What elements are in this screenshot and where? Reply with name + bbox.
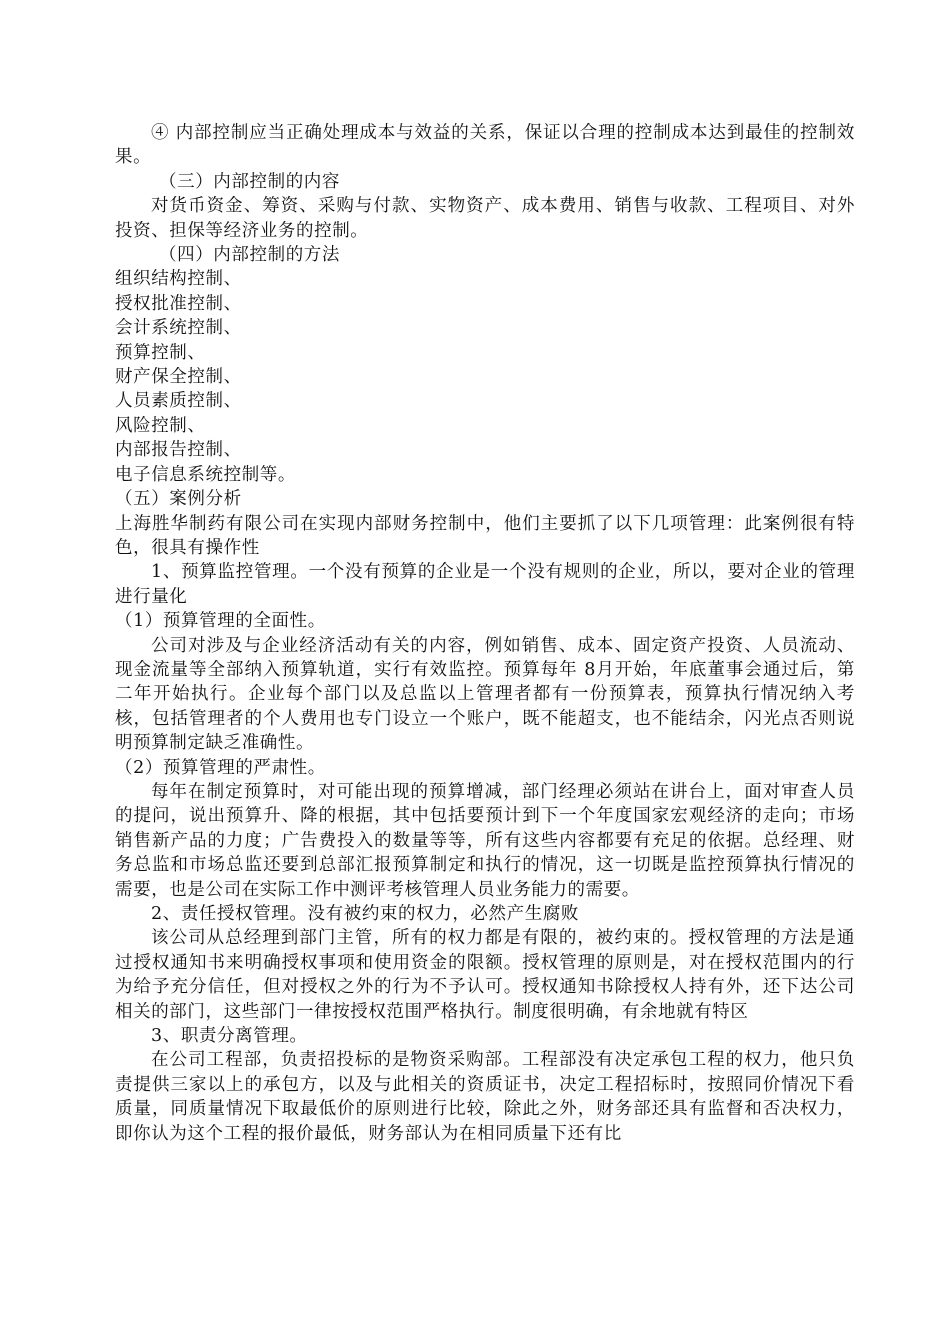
paragraph-authorization: 2、责任授权管理。没有被约束的权力，必然产生腐败 — [151, 904, 580, 924]
paragraph-separation-detail: 在公司工程部，负责招投标的是物资采购部。工程部没有决定承包工程的权力，他只负责提供三家以上的承包方，以及与此相关的资质证书，决定工程招标时，按照同价情况下看质量，同质量情况下取最低价的原则进行比较，除此之外，财务部还具有监督和否决权力，即你认为这个工程的报价最低，财务部认为在相同质量下还有比 — [115, 1050, 855, 1144]
method-item: 人员素质控制、 — [115, 391, 242, 412]
paragraph-budget-strict: 每年在制定预算时，对可能出现的预算增减，部门经理必须站在讲台上，面对审查人员的提问，说出预算升、降的根据，其中包括要预计到下一个年度国家宏观经济的走向；市场销售新产品的力度；广告费投入的数量等等，所有这些内容都要有充足的依据。总经理、财务总监和市场总监还要到总部汇报预算制定和执行的情况，这一切既是监控预算执行情况的需要，也是公司在实际工作中测评考核管理人员业务能力的需要。 — [115, 781, 855, 900]
document-body — [115, 121, 855, 1146]
method-item: 内部报告控制、 — [115, 440, 242, 461]
method-item: 组织结构控制、 — [115, 269, 242, 290]
method-item: 预算控制、 — [115, 342, 206, 363]
paragraph-case-intro: 上海胜华制药有限公司在实现内部财务控制中，他们主要抓了以下几项管理：此案例很有特色，很具有操作性 — [115, 513, 855, 558]
heading-case-analysis: （五）案例分析 — [115, 489, 242, 510]
heading-control-content: （三）内部控制的内容 — [159, 171, 340, 192]
paragraph-control-content: 对货币资金、筹资、采购与付款、实物资产、成本费用、销售与收款、工程项目、对外投资、担保等经济业务的控制。 — [115, 196, 855, 241]
method-item: 会计系统控制、 — [115, 318, 242, 339]
heading-control-methods: （四）内部控制的方法 — [159, 245, 340, 266]
paragraph-principle-4: ④ 内部控制应当正确处理成本与效益的关系，保证以合理的控制成本达到最佳的控制效果。 — [115, 123, 855, 168]
paragraph-budget-monitoring: 1、预算监控管理。一个没有预算的企业是一个没有规则的企业，所以，要对企业的管理进行量化 — [115, 562, 855, 607]
method-item: 电子信息系统控制等。 — [115, 464, 296, 485]
method-item: 风险控制、 — [115, 415, 206, 436]
method-item: 授权批准控制、 — [115, 293, 242, 314]
method-item: 财产保全控制、 — [115, 367, 242, 388]
paragraph-budget-comprehensive: 公司对涉及与企业经济活动有关的内容，例如销售、成本、固定资产投资、人员流动、现金流量等全部纳入预算轨道，实行有效监控。预算每年 8月开始，年底董事会通过后，第二年开始执行。企业每个部门以及总监以上管理者都有一份预算表，预算执行情况纳入考核，包括管理者的个人费用也专门设立一个账户，既不能超支，也不能结余，闪光点否则说明预算制定缺乏准确性。 — [115, 635, 855, 754]
paragraph-authorization-detail: 该公司从总经理到部门主管，所有的权力都是有限的，被约束的。授权管理的方法是通过授权通知书来明确授权事项和使用资金的限额。授权管理的原则是，对在授权范围内的行为给予充分信任，但对授权之外的行为不予认可。授权通知书除授权人持有外，还下达公司相关的部门，这些部门一律按授权范围严格执行。制度很明确，有余地就有特区 — [115, 928, 855, 1022]
subheading-budget-strict: （2）预算管理的严肃性。 — [115, 757, 326, 778]
subheading-budget-comprehensive: （1）预算管理的全面性。 — [115, 611, 326, 632]
paragraph-separation: 3、职责分离管理。 — [151, 1026, 308, 1047]
